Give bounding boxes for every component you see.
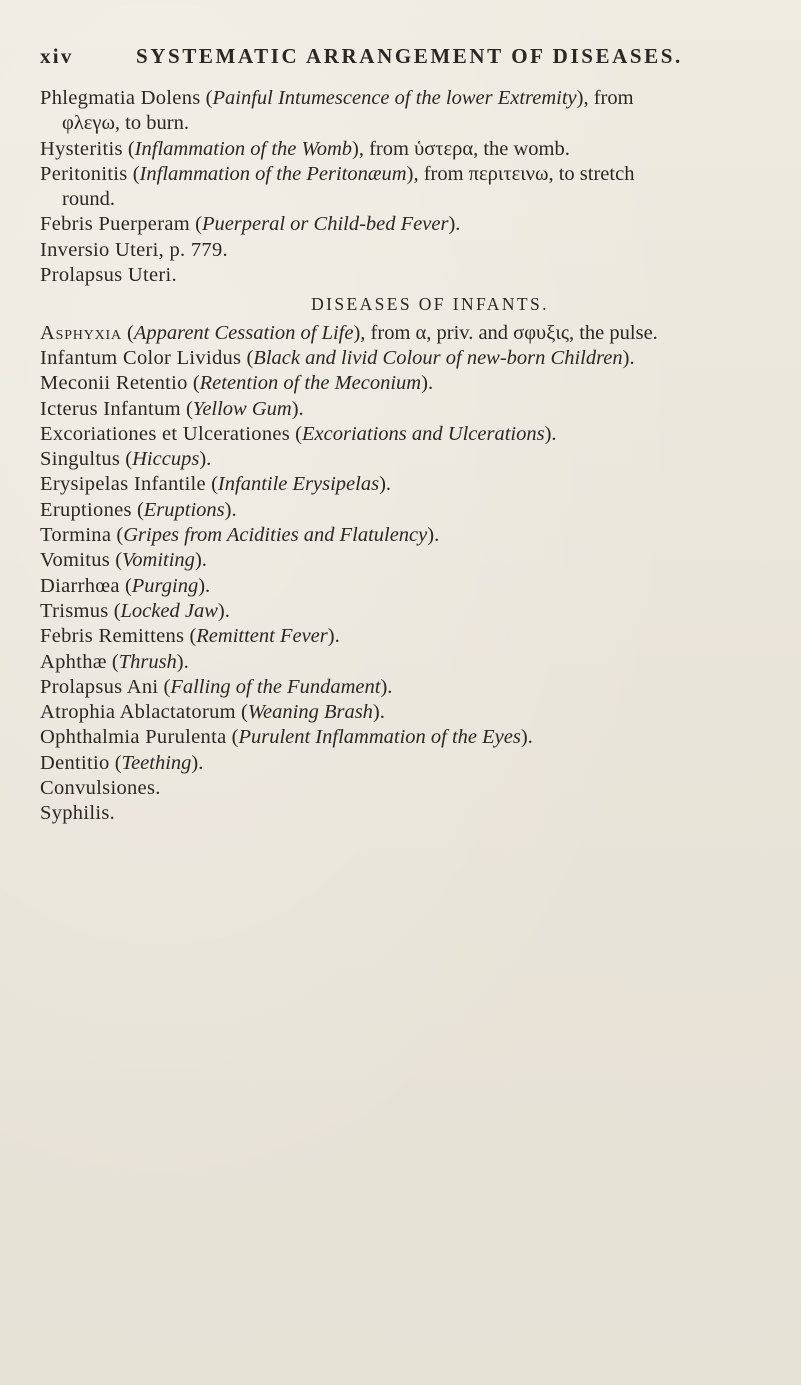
page-number: xiv bbox=[40, 44, 74, 68]
entry-infantum-color-lividus: Infantum Color Lividus (Black and livid Colour of new-born Children). bbox=[40, 346, 635, 369]
running-header bbox=[40, 44, 780, 74]
running-title: SYSTEMATIC ARRANGEMENT OF DISEASES. bbox=[136, 44, 683, 68]
entry-hysteritis: Hysteritis (Inflammation of the Womb), from ὑστερα, the womb. bbox=[40, 137, 570, 160]
entry-syphilis: Syphilis. bbox=[40, 802, 116, 825]
entry-peritonitis: Peritonitis (Inflammation of the Peritonæum), from περιτεινω, to stretch round. bbox=[40, 162, 635, 211]
entry-diarrhoea: Diarrhœa (Purging). bbox=[40, 574, 211, 597]
disease-list bbox=[40, 86, 780, 827]
entry-erysipelas-infantile: Erysipelas Infantile (Infantile Erysipelas). bbox=[40, 473, 392, 496]
entry-eruptiones: Eruptiones (Eruptions). bbox=[40, 498, 237, 521]
entry-asphyxia: Asphyxia (Apparent Cessation of Life), from α, priv. and σφυξις, the pulse. bbox=[40, 321, 658, 344]
entry-tormina: Tormina (Gripes from Acidities and Flatulency). bbox=[40, 524, 440, 547]
entry-atrophia-ablactatorum: Atrophia Ablactatorum (Weaning Brash). bbox=[40, 701, 385, 724]
entry-excoriationes: Excoriationes et Ulcerationes (Excoriations and Ulcerations). bbox=[40, 422, 557, 445]
entry-febris-remittens: Febris Remittens (Remittent Fever). bbox=[40, 625, 340, 648]
section-heading: DISEASES OF INFANTS. bbox=[311, 294, 549, 315]
entry-prolapsus-ani: Prolapsus Ani (Falling of the Fundament). bbox=[40, 675, 393, 698]
entry-singultus: Singultus (Hiccups). bbox=[40, 448, 212, 471]
entry-vomitus: Vomitus (Vomiting). bbox=[40, 549, 207, 572]
entry-dentitio: Dentitio (Teething). bbox=[40, 751, 204, 774]
entry-inversio-uteri: Inversio Uteri, p. 779. bbox=[40, 238, 228, 261]
entry-prolapsus-uteri: Prolapsus Uteri. bbox=[40, 264, 177, 287]
entry-convulsiones: Convulsiones. bbox=[40, 777, 161, 800]
entry-aphthae: Aphthæ (Thrush). bbox=[40, 650, 189, 673]
entry-meconii-retentio: Meconii Retentio (Retention of the Meconium). bbox=[40, 372, 434, 395]
entry-febris-puerperam: Febris Puerperam (Puerperal or Child-bed Fever). bbox=[40, 213, 461, 236]
entry-trismus: Trismus (Locked Jaw). bbox=[40, 599, 230, 622]
entry-ophthalmia-purulenta: Ophthalmia Purulenta (Purulent Inflammation of the Eyes). bbox=[40, 726, 533, 749]
entry-icterus-infantum: Icterus Infantum (Yellow Gum). bbox=[40, 397, 304, 420]
entry-phlegmatia-dolens: Phlegmatia Dolens (Painful Intumescence of the lower Extremity), from φλεγω, to burn. bbox=[40, 87, 634, 135]
